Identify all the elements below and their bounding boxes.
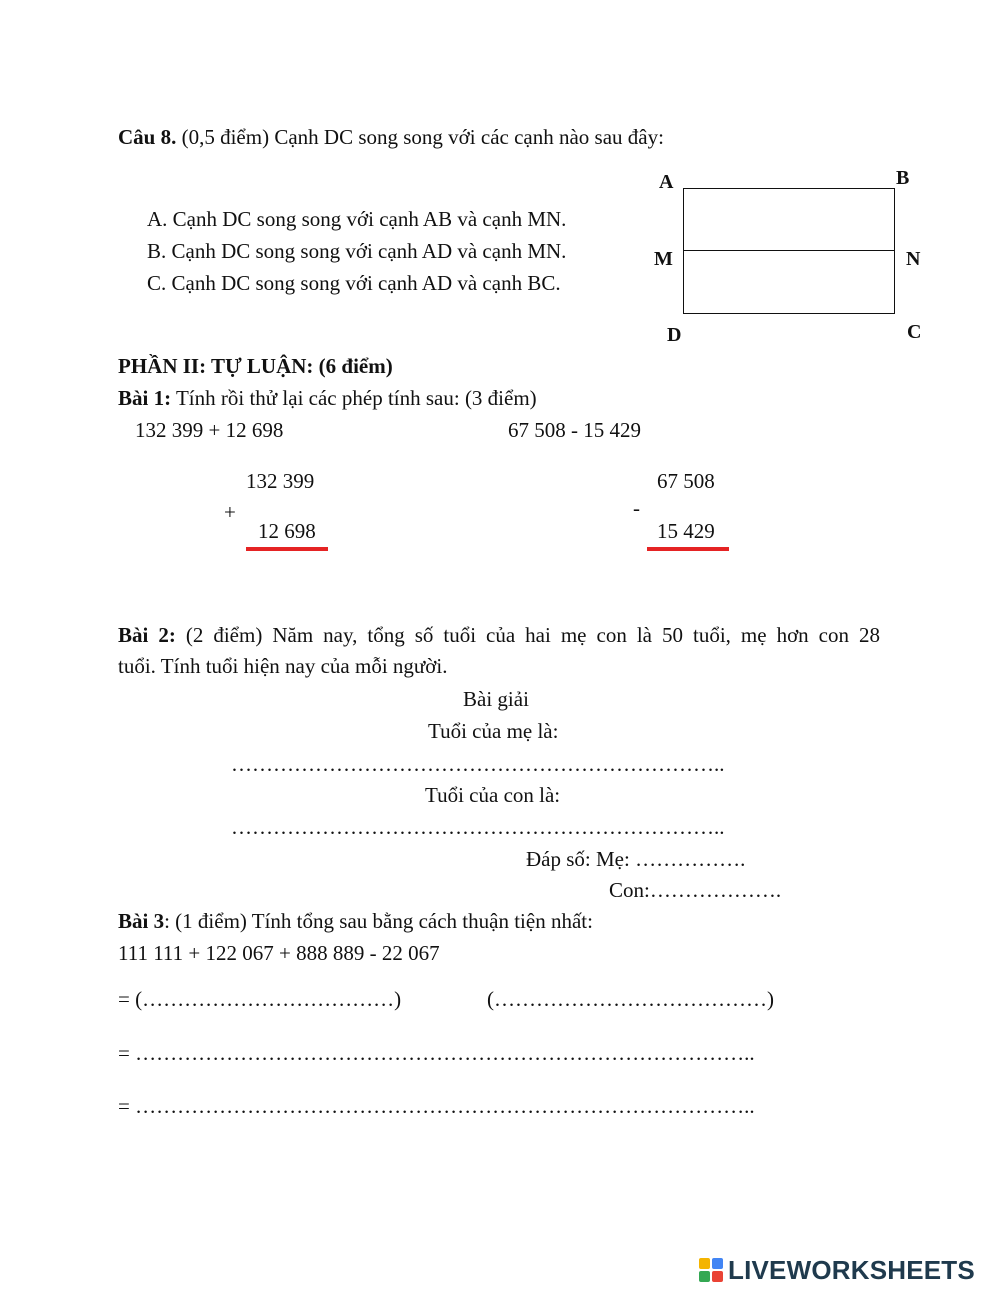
option-a[interactable]: A. Cạnh DC song song với cạnh AB và cạnh MN.	[147, 207, 567, 231]
exercise-3-prompt	[118, 911, 593, 932]
point-m-label: M	[654, 248, 673, 270]
vertex-d-label: D	[667, 324, 682, 346]
subtraction-bottom: 15 429	[657, 519, 715, 543]
answer-mother[interactable]: Đáp số: Mẹ: …………….	[526, 847, 746, 871]
expression-1: 132 399 + 12 698	[135, 418, 284, 442]
option-b[interactable]: B. Cạnh DC song song với cạnh AD và cạnh MN.	[147, 239, 567, 263]
option-c[interactable]: C. Cạnh DC song song với cạnh AD và cạnh BC.	[147, 271, 561, 295]
answer-child[interactable]: Con:……………….	[609, 878, 782, 902]
addition-bottom: 12 698	[258, 519, 316, 543]
subtraction-answer-line[interactable]	[647, 547, 729, 551]
exercise-2-prompt-line1	[118, 625, 880, 646]
addition-top: 132 399	[246, 469, 315, 493]
question-8-text: (0,5 điểm) Cạnh DC song song với các cạnh nào sau đây:	[176, 125, 664, 149]
mother-age-label: Tuổi của mẹ là:	[428, 719, 559, 743]
addition-answer-line[interactable]	[246, 547, 328, 551]
liveworksheets-icon	[699, 1258, 723, 1282]
rectangle-abcd	[683, 188, 895, 314]
point-n-label: N	[906, 248, 921, 270]
step-2-field[interactable]: = ……………………………………………………………………………..	[118, 1041, 755, 1065]
exercise-2-text: (2 điểm) Năm nay, tổng số tuổi của hai mẹ con là 50 tuổi, mẹ hơn con 28	[175, 623, 880, 647]
exercise-3-text: : (1 điểm) Tính tổng sau bằng cách thuận tiện nhất:	[164, 909, 593, 933]
exercise-3-expression: 111 111 + 122 067 + 888 889 - 22 067	[118, 941, 440, 965]
part-2-heading: PHẦN II: TỰ LUẬN: (6 điểm)	[118, 354, 393, 378]
exercise-1-prompt	[118, 388, 537, 409]
vertex-c-label: C	[907, 321, 922, 343]
exercise-1-text: Tính rồi thử lại các phép tính sau: (3 điểm)	[171, 386, 537, 410]
rectangle-figure	[652, 168, 937, 348]
mother-age-answer-field[interactable]: ……………………………………………………………..	[231, 752, 725, 776]
child-age-label: Tuổi của con là:	[425, 783, 561, 807]
exercise-3-label: Bài 3	[118, 909, 165, 933]
vertex-b-label: B	[896, 167, 910, 189]
segment-mn	[683, 250, 895, 251]
exercise-2-label: Bài 2:	[118, 623, 176, 647]
subtraction-top: 67 508	[657, 469, 715, 493]
plus-sign: +	[224, 500, 236, 524]
solution-title: Bài giải	[463, 687, 529, 711]
minus-sign: -	[633, 496, 640, 520]
vertex-a-label: A	[659, 171, 674, 193]
grouping-field-2[interactable]: (…………………………………)	[487, 987, 774, 1011]
question-8-label: Câu 8.	[118, 125, 177, 149]
exercise-1-label: Bài 1:	[118, 386, 172, 410]
step-3-field[interactable]: = ……………………………………………………………………………..	[118, 1094, 755, 1118]
grouping-field-1[interactable]: = (………………………………)	[118, 987, 402, 1011]
question-8-prompt	[118, 127, 664, 148]
expression-2: 67 508 - 15 429	[508, 418, 641, 442]
exercise-2-prompt-line2: tuổi. Tính tuổi hiện nay của mỗi người.	[118, 654, 448, 678]
liveworksheets-logo	[699, 1254, 975, 1285]
liveworksheets-wordmark: LIVEWORKSHEETS	[728, 1254, 975, 1285]
child-age-answer-field[interactable]: ……………………………………………………………..	[231, 815, 725, 839]
